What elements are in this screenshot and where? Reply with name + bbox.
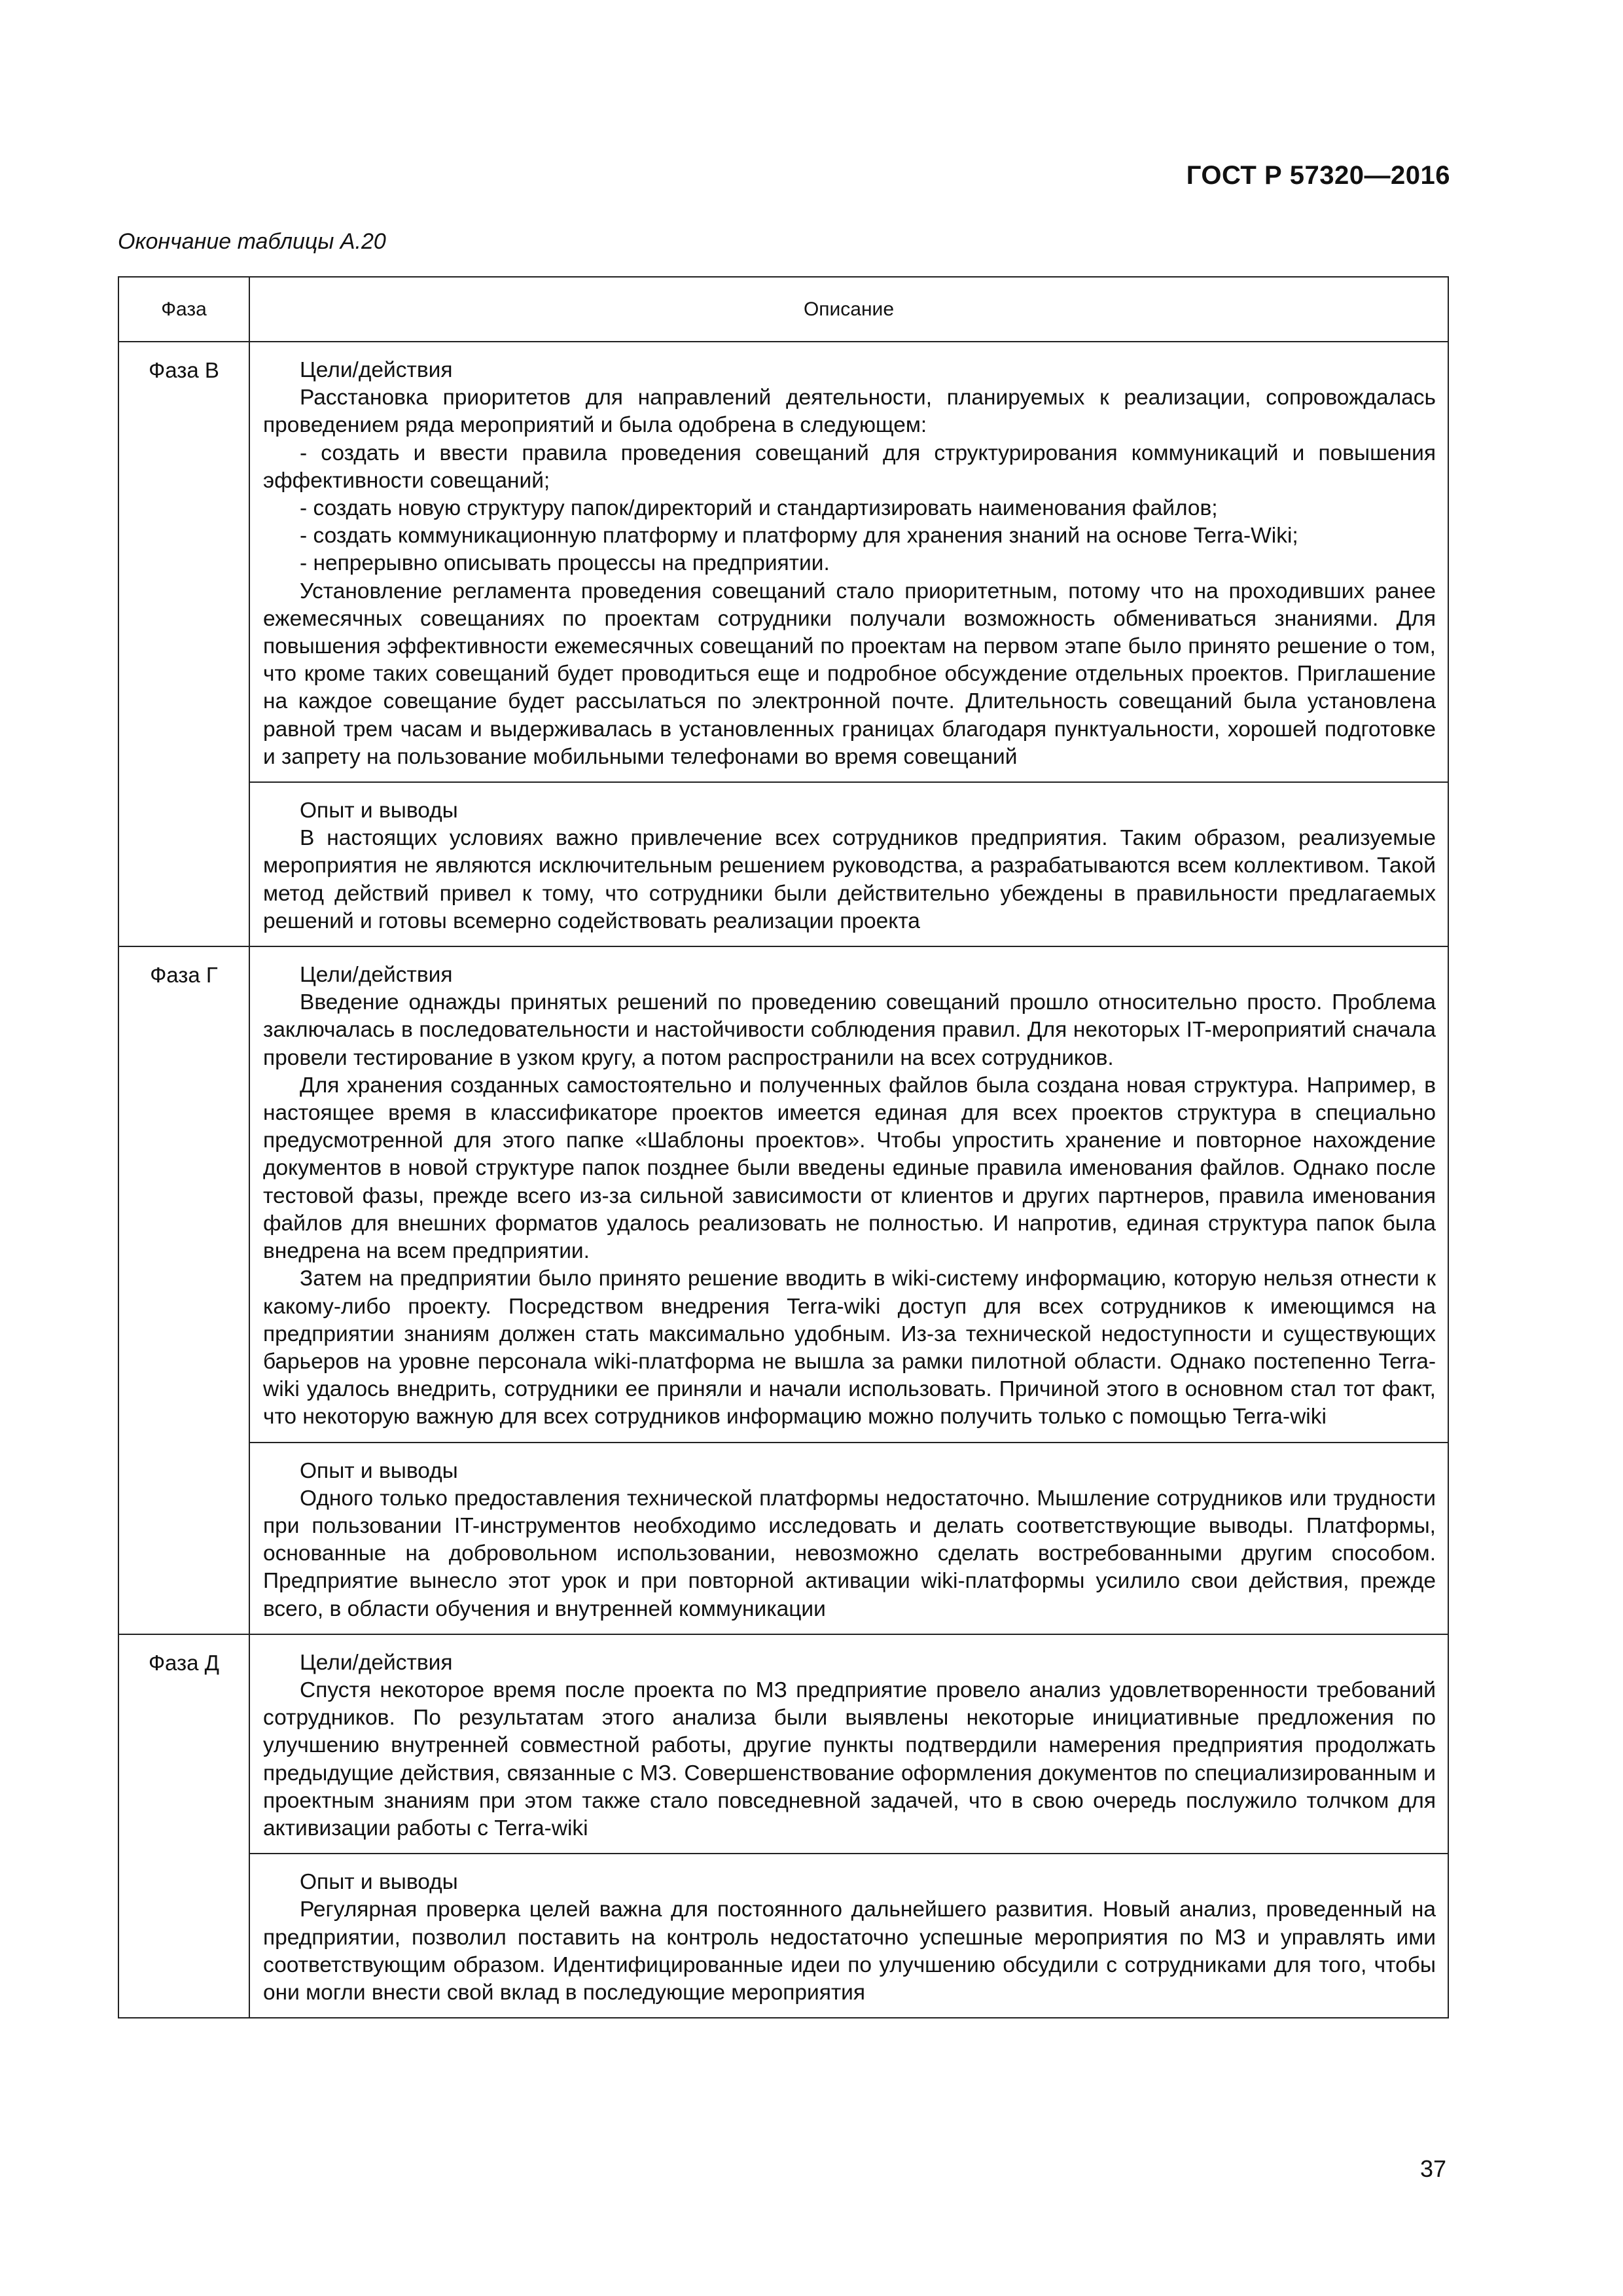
paragraph: В настоящих условиях важно привлечение всех сотрудников предприятия. Таким образом, реализуемые мероприятия не являются исключительным решением руководства, а разрабатываются всем коллективом. Такой метод действий привел к тому, что сотрудники были действительно убеждены в правильности предлагаемых решений и готовы всемерно содействовать реализации проекта <box>263 826 1436 933</box>
phase-label: Фаза В <box>118 342 249 946</box>
list-item: - создать новую структуру папок/директорий и стандартизировать наименования файлов; <box>300 496 1218 521</box>
description-block <box>249 1854 1448 2018</box>
table-row <box>118 1634 1448 1854</box>
column-header-description: Описание <box>249 277 1448 342</box>
table-caption: Окончание таблицы А.20 <box>118 229 386 254</box>
list-item: - создать коммуникационную платформу и платформу для хранения знаний на основе Terra-Wiki; <box>300 524 1298 548</box>
list-item: - создать и ввести правила проведения совещаний для структурирования коммуникаций и повышения эффективности совещаний; <box>263 440 1436 493</box>
paragraph: Введение однажды принятых решений по проведению совещаний прошло относительно просто. Проблема заключалась в последовательности и настойчивости соблюдения правил. Для некоторых IT-мероприятий сначала провели тестирование в узком кругу, а потом распространили на всех сотрудников. <box>263 990 1436 1070</box>
list-item: - непрерывно описывать процессы на предприятии. <box>300 551 830 576</box>
phase-label: Фаза Г <box>118 946 249 1634</box>
page-number: 37 <box>1419 2155 1446 2182</box>
block-heading: Цели/действия <box>300 963 453 988</box>
paragraph: Для хранения созданных самостоятельно и полученных файлов была создана новая структура. Например, в настоящее время в классификаторе проектов имеется единая для всех проектов структура в специально предусмотренной для этого папке «Шаблоны проектов». Чтобы упростить хранение и повторное нахождение документов в новой структуре папок позднее были введены единые правила именования файлов. Однако после тестовой фазы, прежде всего из-за сильной зависимости от клиентов и других партнеров, правила именования файлов для внешних форматов удалось реализовать не полностью. И напротив, единая структура папок была внедрена на всем предприятии. <box>263 1073 1436 1264</box>
paragraph: Установление регламента проведения совещаний стало приоритетным, потому что на проходивших ранее ежемесячных совещаниях по проектам сотрудники получали возможность обмениваться знаниями. Для повышения эффективности ежемесячных совещаний по проектам на первом этапе было принято решение о том, что кроме таких совещаний будет проводиться еще и подробное обсуждение отдельных проектов. Приглашение на каждое совещание будет рассылаться по электронной почте. Длительность совещаний была установлена равной трем часам и выдерживалась в установленных границах благодаря пунктуальности, хорошей подготовке и запрету на пользование мобильными телефонами во время совещаний <box>263 579 1436 769</box>
description-block <box>249 1443 1448 1634</box>
table-row <box>118 1854 1448 2018</box>
phase-label: Фаза Д <box>118 1634 249 2018</box>
block-heading: Опыт и выводы <box>300 798 458 823</box>
paragraph: Регулярная проверка целей важна для постоянного дальнейшего развития. Новый анализ, проведенный на предприятии, позволил поставить на контроль недостаточно успешные мероприятия по МЗ и управлять ими соответствующим образом. Идентифицированные идеи по улучшению обсудили с сотрудниками для того, чтобы они могли внести свой вклад в последующие мероприятия <box>263 1897 1436 2005</box>
block-heading: Опыт и выводы <box>300 1870 458 1895</box>
description-block <box>249 342 1448 782</box>
paragraph: Одного только предоставления технической платформы недостаточно. Мышление сотрудников или трудности при пользовании IT-инструментов необходимо исследовать и делать соответствующие выводы. Платформы, основанные на добровольном использовании, невозможно сделать востребованными другим способом. Предприятие вынесло этот урок и при повторной активации wiki-платформы усилило свои действия, прежде всего, в области обучения и внутренней коммуникации <box>263 1486 1436 1621</box>
paragraph: Затем на предприятии было принято решение вводить в wiki-систему информацию, которую нельзя отнести к какому-либо проекту. Посредством внедрения Terra-wiki доступ для всех сотрудников к имеющимся на предприятии знаниям должен стать максимально удобным. Из-за технической недоступности и существующих барьеров на уровне персонала wiki-платформа не вышла за рамки пилотной области. Однако постепенно Terra-wiki удалось внедрить, сотрудники ее приняли и начали использовать. Причиной этого в основном стал тот факт, что некоторую важную для всех сотрудников информацию можно получить только с помощью Terra-wiki <box>263 1266 1436 1429</box>
table-row <box>118 782 1448 946</box>
paragraph: Спустя некоторое время после проекта по МЗ предприятие провело анализ удовлетворенности требований сотрудников. По результатам этого анализа были выявлены некоторые инициативные предложения по улучшению внутренней совместной работы, другие пункты подтвердили намерения предприятия продолжать предыдущие действия, связанные с МЗ. Совершенствование оформления документов по специализированным и проектным знаниям при этом также стало повседневной задачей, что в свою очередь послужило толчком для активизации работы с Terra-wiki <box>263 1677 1436 1840</box>
table-row <box>118 342 1448 782</box>
table-header-row <box>118 277 1448 342</box>
column-header-phase: Фаза <box>118 277 249 342</box>
block-heading: Цели/действия <box>300 358 453 382</box>
block-heading: Опыт и выводы <box>300 1458 458 1483</box>
table-row <box>118 1443 1448 1634</box>
document-code: ГОСТ Р 57320—2016 <box>1186 161 1450 190</box>
description-block <box>249 946 1448 1442</box>
block-heading: Цели/действия <box>300 1650 453 1675</box>
phases-table <box>118 276 1449 2018</box>
description-block <box>249 1634 1448 1854</box>
paragraph: Расстановка приоритетов для направлений деятельности, планируемых к реализации, сопровождалась проведением ряда мероприятий и была одобрена в следующем: <box>263 386 1436 438</box>
description-block <box>249 782 1448 946</box>
table-row <box>118 946 1448 1442</box>
